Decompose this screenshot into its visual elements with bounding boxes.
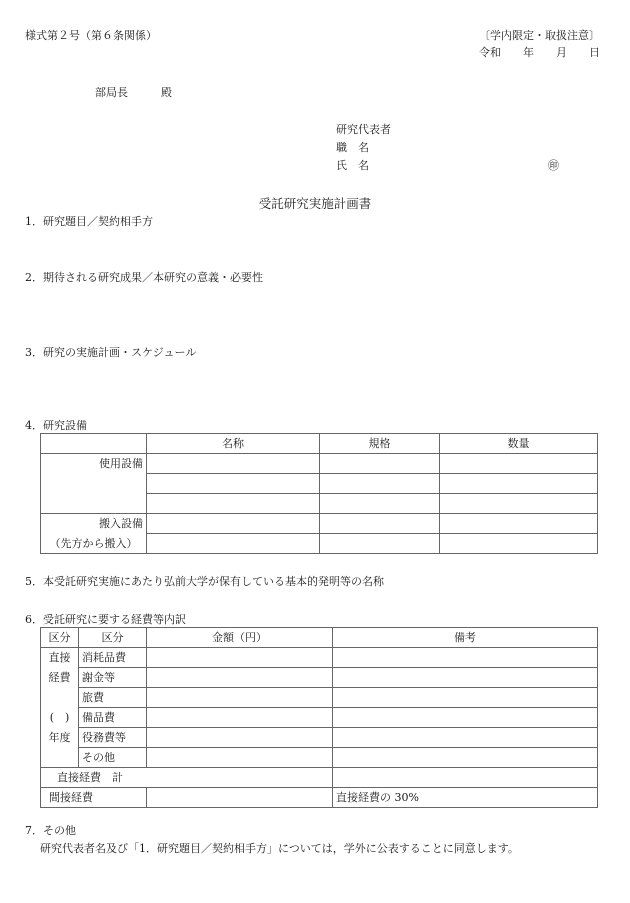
representative-label: 研究代表者 bbox=[336, 123, 391, 136]
table-cell[interactable] bbox=[147, 534, 320, 554]
form-number: 様式第２号（第６条関係） bbox=[25, 29, 157, 42]
section-expense-breakdown: 6．受託研究に要する経費等内訳 bbox=[25, 613, 186, 626]
table-cell[interactable] bbox=[147, 708, 333, 728]
header-cell: 備考 bbox=[333, 628, 598, 648]
table-row bbox=[41, 474, 598, 494]
seal-mark: ㊞ bbox=[548, 159, 559, 172]
table-cell[interactable] bbox=[147, 648, 333, 668]
section-basic-invention: 5．本受託研究実施にあたり弘前大学が保有している基本的発明等の名称 bbox=[25, 575, 384, 588]
expense-item: 謝金等 bbox=[79, 668, 147, 688]
table-row bbox=[41, 688, 598, 708]
used-equipment-label: 使用設備 bbox=[41, 454, 147, 474]
table-row bbox=[41, 748, 598, 768]
table-row bbox=[41, 668, 598, 688]
table-cell[interactable] bbox=[320, 494, 440, 514]
table-cell[interactable] bbox=[147, 494, 320, 514]
table-cell[interactable] bbox=[320, 454, 440, 474]
table-row bbox=[41, 768, 598, 788]
expense-item: 備品費 bbox=[79, 708, 147, 728]
table-cell[interactable] bbox=[440, 534, 598, 554]
table-cell bbox=[41, 748, 79, 768]
header-cell: 規格 bbox=[320, 434, 440, 454]
table-cell bbox=[41, 688, 79, 708]
brought-equipment-label: 搬入設備 bbox=[41, 514, 147, 534]
table-row bbox=[41, 494, 598, 514]
table-cell[interactable] bbox=[147, 688, 333, 708]
table-row bbox=[41, 728, 598, 748]
table-cell[interactable] bbox=[440, 514, 598, 534]
direct-label: 直接 bbox=[41, 648, 79, 668]
table-cell[interactable] bbox=[333, 648, 598, 668]
table-cell[interactable] bbox=[440, 494, 598, 514]
table-row bbox=[41, 434, 598, 454]
table-cell bbox=[41, 494, 147, 514]
direct-total-label: 直接経費 計 bbox=[41, 768, 333, 788]
header-cell: 区分 bbox=[41, 628, 79, 648]
expense-item: 消耗品費 bbox=[79, 648, 147, 668]
table-row bbox=[41, 648, 598, 668]
year-paren: ( ) bbox=[41, 708, 79, 728]
section-other: 7．その他 bbox=[25, 824, 76, 837]
table-cell[interactable] bbox=[440, 474, 598, 494]
table-cell[interactable] bbox=[147, 728, 333, 748]
section-schedule: 3．研究の実施計画・スケジュール bbox=[25, 346, 197, 359]
indirect-label: 間接経費 bbox=[41, 788, 147, 808]
table-cell[interactable] bbox=[333, 668, 598, 688]
equipment-table bbox=[40, 433, 598, 554]
name-label: 氏 名 bbox=[336, 159, 369, 172]
addressee: 部局長 殿 bbox=[95, 86, 172, 99]
other-consent-text: 研究代表者名及び「1．研究題目／契約相手方」については，学外に公表することに同意します。 bbox=[40, 842, 519, 855]
section-expected-results: 2．期待される研究成果／本研究の意義・必要性 bbox=[25, 271, 263, 284]
table-cell[interactable] bbox=[147, 788, 333, 808]
table-cell[interactable] bbox=[147, 748, 333, 768]
year-label: 年度 bbox=[41, 728, 79, 748]
table-cell[interactable] bbox=[320, 534, 440, 554]
table-cell[interactable] bbox=[147, 514, 320, 534]
indirect-note: 直接経費の 30% bbox=[333, 788, 598, 808]
table-cell[interactable] bbox=[320, 474, 440, 494]
table-row bbox=[41, 454, 598, 474]
table-cell[interactable] bbox=[333, 688, 598, 708]
table-cell[interactable] bbox=[147, 454, 320, 474]
section-research-title: 1．研究題目／契約相手方 bbox=[25, 215, 153, 228]
table-cell[interactable] bbox=[440, 454, 598, 474]
table-row bbox=[41, 788, 598, 808]
expense-item: その他 bbox=[79, 748, 147, 768]
table-cell bbox=[41, 474, 147, 494]
confidential-label: 〔学内限定・取扱注意〕 bbox=[479, 29, 600, 42]
table-cell[interactable] bbox=[333, 728, 598, 748]
table-row bbox=[41, 514, 598, 534]
header-cell: 区分 bbox=[79, 628, 147, 648]
table-cell[interactable] bbox=[333, 748, 598, 768]
table-cell[interactable] bbox=[333, 708, 598, 728]
header-cell: 数量 bbox=[440, 434, 598, 454]
expense-item: 旅費 bbox=[79, 688, 147, 708]
table-row bbox=[41, 708, 598, 728]
header-cell: 名称 bbox=[147, 434, 320, 454]
expense-table bbox=[40, 627, 598, 808]
header-cell bbox=[41, 434, 147, 454]
table-cell[interactable] bbox=[147, 668, 333, 688]
direct-label: 経費 bbox=[41, 668, 79, 688]
table-row bbox=[41, 628, 598, 648]
table-cell[interactable] bbox=[147, 474, 320, 494]
position-label: 職 名 bbox=[336, 141, 369, 154]
table-cell[interactable] bbox=[320, 514, 440, 534]
section-equipment: 4．研究設備 bbox=[25, 419, 87, 432]
document-title: 受託研究実施計画書 bbox=[258, 196, 372, 211]
date-line: 令和 年 月 日 bbox=[479, 46, 600, 59]
brought-equipment-note: （先方から搬入） bbox=[41, 534, 147, 554]
table-row bbox=[41, 534, 598, 554]
header-cell: 金額（円） bbox=[147, 628, 333, 648]
table-cell[interactable] bbox=[333, 768, 598, 788]
expense-item: 役務費等 bbox=[79, 728, 147, 748]
